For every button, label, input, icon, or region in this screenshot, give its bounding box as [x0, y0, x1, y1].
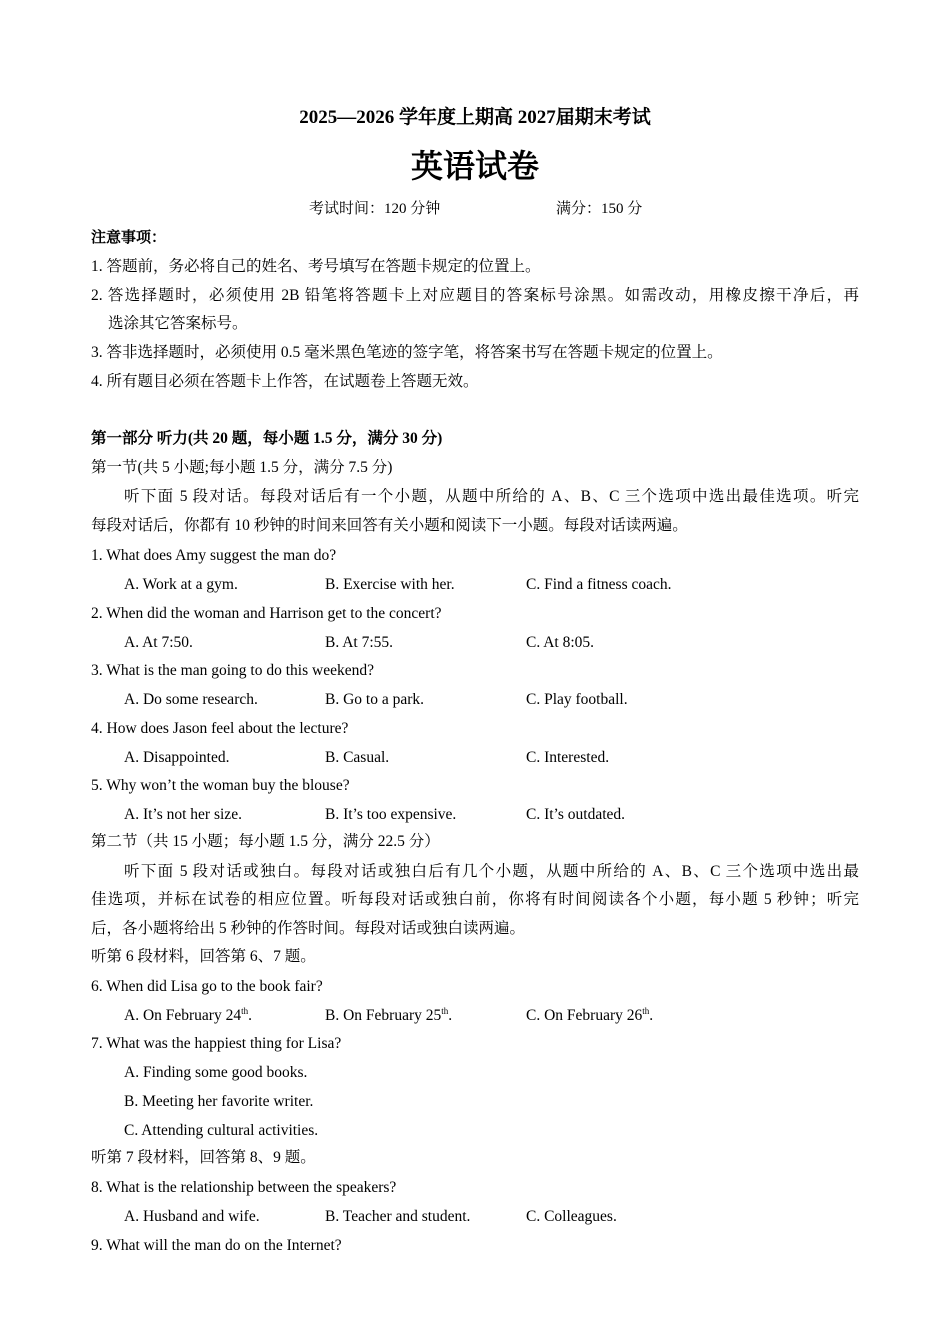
question-1-option-b: B. Exercise with her. [325, 576, 455, 593]
question-6-option-a: A. On February 24th. [124, 1005, 252, 1024]
question-5-stem: 5. Why won’t the woman buy the blouse? [91, 777, 350, 794]
question-1-option-c: C. Find a fitness coach. [526, 576, 672, 593]
section2-instruction-1: 听下面 5 段对话或独白。每段对话或独白后有几个小题，从题中所给的 A、B、C 三个选项中选出最 [124, 863, 859, 880]
question-6-stem: 6. When did Lisa go to the book fair? [91, 978, 323, 995]
section1-instruction-2: 每段对话后，你都有 10 秒钟的时间来回答有关小题和阅读下一小题。每段对话读两遍。 [91, 517, 688, 534]
question-2-stem: 2. When did the woman and Harrison get to the concert? [91, 605, 442, 622]
full-score: 满分：150 分 [556, 201, 643, 217]
question-7-stem: 7. What was the happiest thing for Lisa? [91, 1035, 342, 1052]
notice-item-1: 1. 答题前，务必将自己的姓名、考号填写在答题卡规定的位置上。 [91, 258, 541, 275]
question-4-option-b: B. Casual. [325, 749, 390, 766]
question-2-option-a: A. At 7:50. [124, 634, 193, 651]
question-2-option-b: B. At 7:55. [325, 634, 394, 651]
notice-item-2-cont: 选涂其它答案标号。 [108, 315, 248, 332]
question-4-stem: 4. How does Jason feel about the lecture? [91, 720, 349, 737]
question-3-option-b: B. Go to a park. [325, 691, 425, 708]
question-5-option-b: B. It’s too expensive. [325, 806, 457, 823]
question-3-option-c: C. Play football. [526, 691, 628, 708]
notice-item-2: 2. 答选择题时，必须使用 2B 铅笔将答题卡上对应题目的答案标号涂黑。如需改动，用橡皮擦干净后，再 [91, 287, 859, 304]
subject-title: 英语试卷 [410, 148, 539, 184]
question-1-option-a: A. Work at a gym. [124, 576, 238, 593]
question-7-option-a: A. Finding some good books. [124, 1064, 308, 1081]
section2-instruction-2: 佳选项，并标在试卷的相应位置。听每段对话或独白前，你将有时间阅读各个小题，每小题 5 秒钟；听完 [91, 891, 859, 908]
question-8-option-c: C. Colleagues. [526, 1208, 617, 1225]
notice-item-4: 4. 所有题目必须在答题卡上作答，在试题卷上答题无效。 [91, 373, 479, 390]
question-8-option-a: A. Husband and wife. [124, 1208, 260, 1225]
notice-item-3: 3. 答非选择题时，必须使用 0.5 毫米黑色笔迹的签字笔，将答案书写在答题卡规定的位置上。 [91, 344, 723, 361]
material-6-label: 听第 6 段材料，回答第 6、7 题。 [91, 948, 316, 965]
question-6-option-c: C. On February 26th. [526, 1005, 654, 1024]
question-9-stem: 9. What will the man do on the Internet? [91, 1237, 342, 1254]
notice-heading: 注意事项： [91, 230, 167, 246]
question-2-option-c: C. At 8:05. [526, 634, 595, 651]
question-1-stem: 1. What does Amy suggest the man do? [91, 547, 337, 564]
question-3-option-a: A. Do some research. [124, 691, 258, 708]
question-8-option-b: B. Teacher and student. [325, 1208, 471, 1225]
question-4-option-c: C. Interested. [526, 749, 610, 766]
question-8-stem: 8. What is the relationship between the speakers? [91, 1179, 397, 1196]
part1-heading: 第一部分 听力(共 20 题，每小题 1.5 分，满分 30 分) [91, 430, 443, 447]
question-3-stem: 3. What is the man going to do this weekend? [91, 662, 374, 679]
question-5-option-a: A. It’s not her size. [124, 806, 242, 823]
section2-heading: 第二节（共 15 小题；每小题 1.5 分，满分 22.5 分） [91, 833, 440, 850]
question-7-option-c: C. Attending cultural activities. [124, 1122, 319, 1139]
section2-instruction-3: 后，各小题将给出 5 秒钟的作答时间。每段对话或独白读两遍。 [91, 920, 526, 937]
exam-title: 2025—2026 学年度上期高 2027届期末考试 [299, 107, 651, 128]
question-6-option-b: B. On February 25th. [325, 1005, 453, 1024]
question-4-option-a: A. Disappointed. [124, 749, 230, 766]
section1-instruction-1: 听下面 5 段对话。每段对话后有一个小题，从题中所给的 A、B、C 三个选项中选出最佳选项。听完 [124, 488, 859, 505]
material-7-label: 听第 7 段材料，回答第 8、9 题。 [91, 1149, 316, 1166]
exam-time: 考试时间：120 分钟 [309, 201, 441, 217]
section1-heading: 第一节(共 5 小题;每小题 1.5 分，满分 7.5 分) [91, 459, 393, 476]
question-5-option-c: C. It’s outdated. [526, 806, 626, 823]
question-7-option-b: B. Meeting her favorite writer. [124, 1093, 314, 1110]
